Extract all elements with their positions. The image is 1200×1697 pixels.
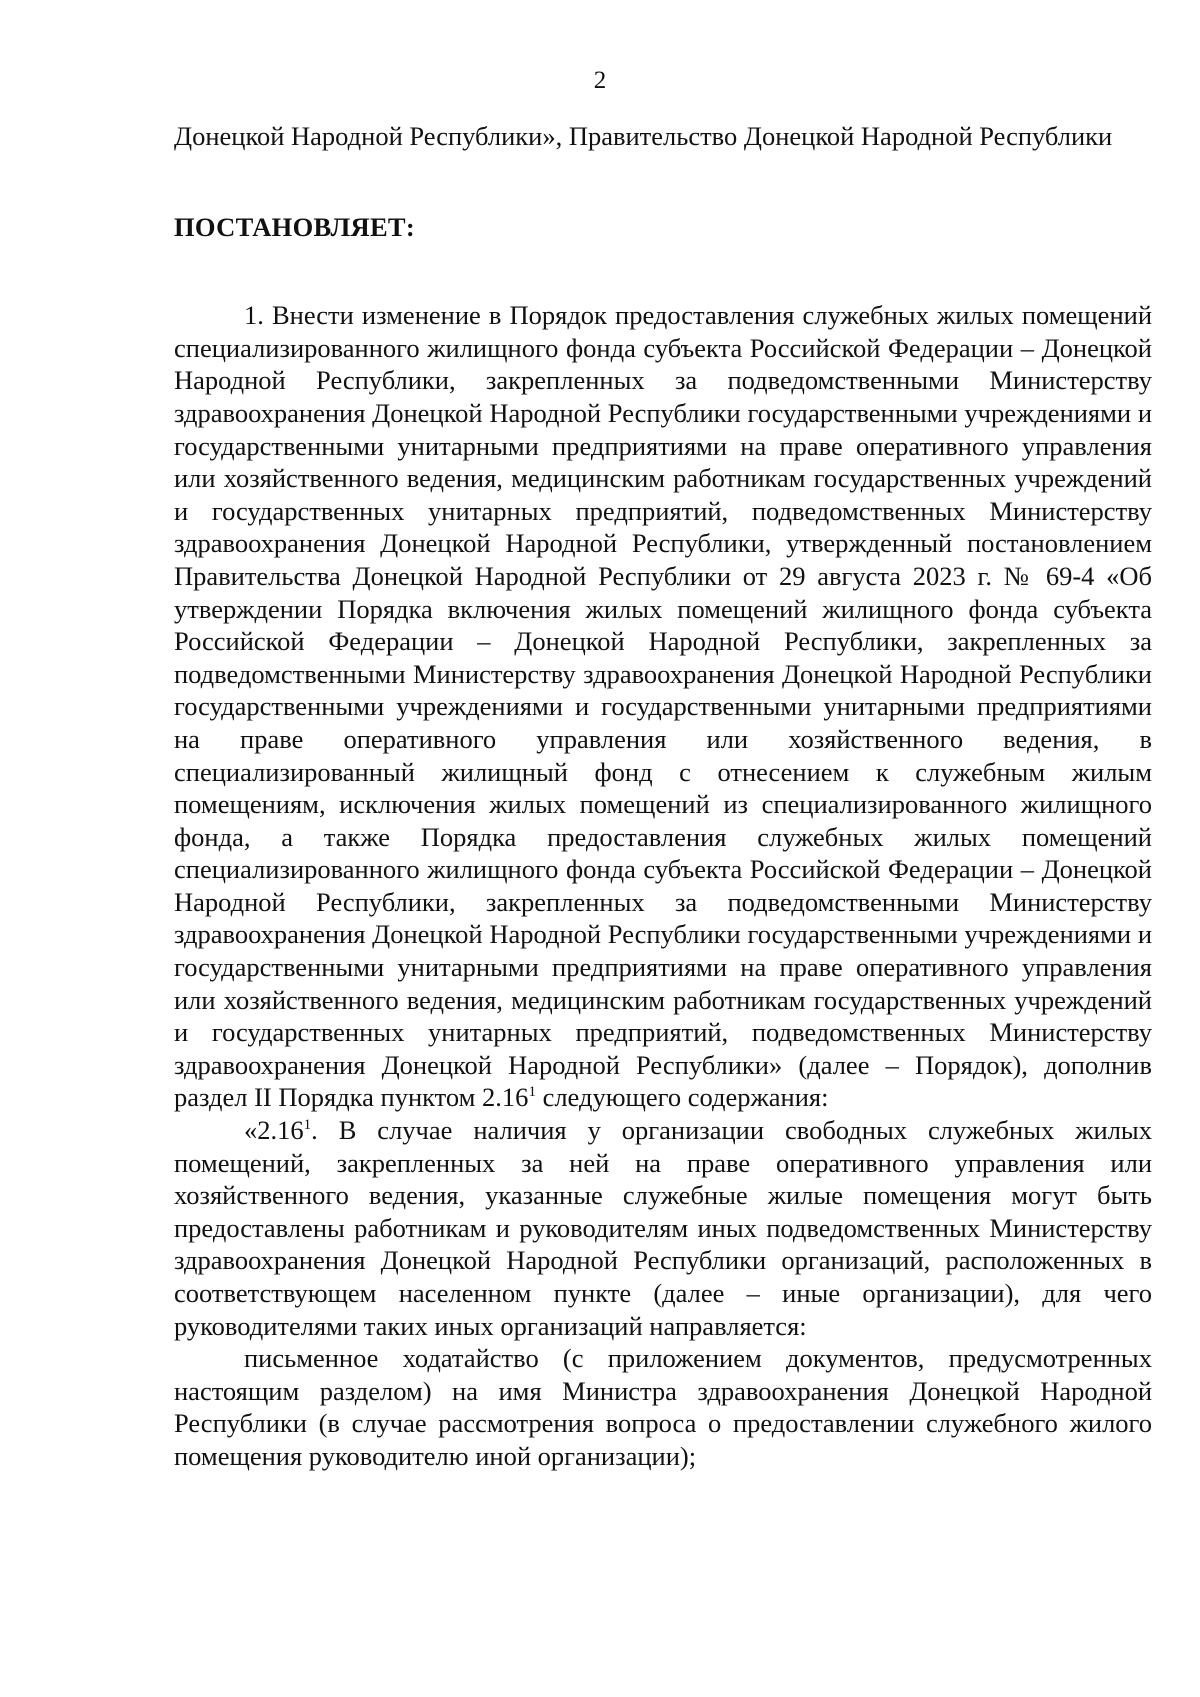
page-number: 2	[593, 67, 607, 94]
paragraph-1-superscript: 1	[528, 1084, 536, 1101]
paragraph-2	[174, 1114, 1152, 1342]
paragraph-2-prefix: «2.16	[244, 1115, 304, 1146]
resolution-heading: ПОСТАНОВЛЯЕТ:	[174, 211, 416, 242]
paragraph-2-text: . В случае наличия у организации свободных служебных жилых помещений, закрепленных за ней на праве оперативного управления или хозяйственного ведения, указанные служебные жилые помещения могут быть предоставлены работникам и руководителям иных подведомственных Министерству здравоохранения Донецкой Народной Республики организаций, расположенных в соответствующем населенном пункте (далее – иные организации), для чего руководителями таких иных организаций направляется:	[174, 1115, 1152, 1341]
paragraph-2-superscript: 1	[303, 1117, 312, 1134]
paragraph-1	[174, 299, 1152, 1114]
paragraph-3: письменное ходатайство (с приложением документов, предусмотренных настоящим разделом) на имя Министра здравоохранения Донецкой Народной Республики (в случае рассмотрения вопроса о предоставлении служебного жилого помещения руководителю иной организации);	[174, 1343, 1152, 1471]
paragraph-1-tail: следующего содержания:	[535, 1082, 829, 1113]
paragraph-1-text: 1. Внести изменение в Порядок предоставления служебных жилых помещений специализированного жилищного фонда субъекта Российской Федерации – Донецкой Народной Республики, закрепленных за подведомственными Министерству здравоохранения Донецкой Народной Республики государственными учреждениями и государственными унитарными предприятиями на праве оперативного управления или хозяйственного ведения, медицинским работникам государственных учреждений и государственных унитарных предприятий, подведомственных Министерству здравоохранения Донецкой Народной Республики, утвержденный постановлением Правительства Донецкой Народной Республики от 29 августа 2023 г. № 69-4 «Об утверждении Порядка включения жилых помещений жилищного фонда субъекта Российской Федерации – Донецкой Народной Республики, закрепленных за подведомственными Министерству здравоохранения Донецкой Народной Республики государственными учреждениями и государственными унитарными предприятиями на праве оперативного управления или хозяйственного ведения, в специализированный жилищный фонд с отнесением к служебным жилым помещениям, исключения жилых помещений из специализированного жилищного фонда, а также Порядка предоставления служебных жилых помещений специализированного жилищного фонда субъекта Российской Федерации – Донецкой Народной Республики, закрепленных за подведомственными Министерству здравоохранения Донецкой Народной Республики государственными учреждениями и государственными унитарными предприятиями на праве оперативного управления или хозяйственного ведения, медицинским работникам государственных учреждений и государственных унитарных предприятий, подведомственных Министерству здравоохранения Донецкой Народной Республики» (далее – Порядок), дополнив раздел II Порядка пунктом 2.16	[174, 300, 1152, 1113]
intro-paragraph: Донецкой Народной Республики», Правительство Донецкой Народной Республики	[174, 121, 1113, 151]
document-body	[174, 120, 1152, 1473]
